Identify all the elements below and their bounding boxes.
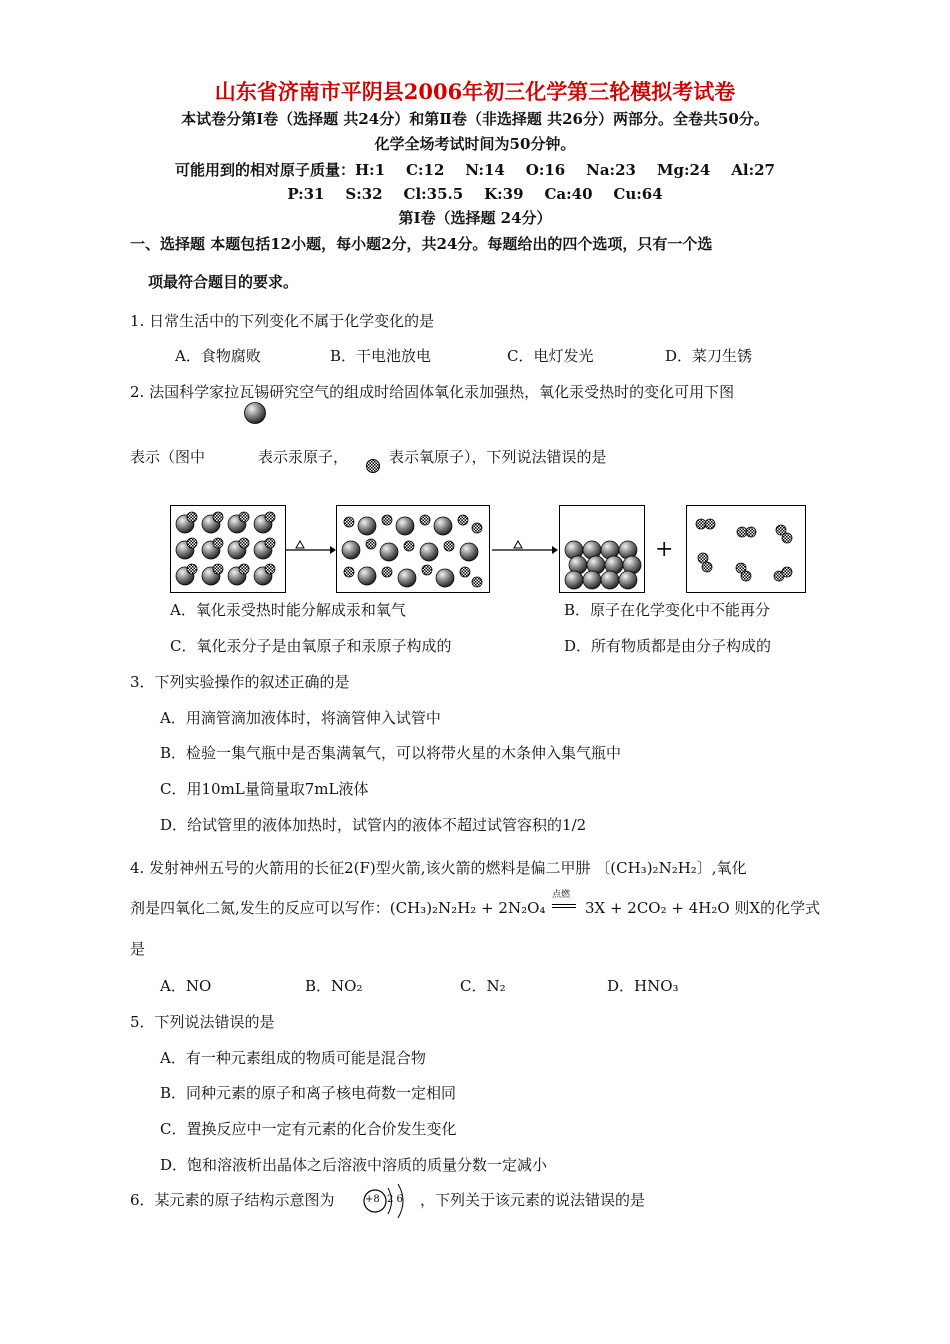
electron-shells: 2 6 — [387, 1194, 403, 1205]
reaction-condition — [550, 890, 580, 918]
mercury-oxide-box — [170, 505, 286, 593]
page-title: 山东省济南市平阴县2006年初三化学第三轮模拟考试卷 — [214, 79, 736, 104]
q5-option-c: C．置换反应中一定有元素的化合价发生变化 — [160, 1120, 457, 1138]
oxygen-molecules-box — [686, 505, 806, 593]
q1-stem: 1. 日常生活中的下列变化不属于化学变化的是 — [130, 312, 435, 330]
q3-option-a: A．用滴管滴加液体时，将滴管伸入试管中 — [160, 709, 441, 727]
plus-sign: + — [655, 537, 674, 562]
heat-arrow-1 — [284, 538, 336, 562]
q5-option-b: B．同种元素的原子和离子核电荷数一定相同 — [160, 1084, 457, 1102]
q4-stem-line-2 — [130, 890, 821, 918]
q2-option-a: A．氧化汞受热时能分解成汞和氧气 — [170, 601, 406, 619]
atomic-structure-diagram — [362, 1180, 420, 1222]
intro-line-1: 本试卷分第Ⅰ卷（选择题 共24分）和第Ⅱ卷（非选择题 共26分）两部分。全卷共50分。 — [181, 110, 769, 128]
atomic-masses-values-1: H:1 C:12 N:14 O:16 Na:23 Mg:24 Al:27 — [355, 161, 775, 179]
q1-option-a: A．食物腐败 — [175, 347, 261, 365]
mercury-metal-box — [559, 505, 645, 593]
separated-atoms-box — [336, 505, 490, 593]
q2-legend-prefix: 表示（图中 — [130, 448, 206, 466]
intro-line-2: 化学全场考试时间为50分钟。 — [374, 135, 576, 153]
q5-stem: 5．下列说法错误的是 — [130, 1013, 275, 1031]
q2-option-b: B．原子在化学变化中不能再分 — [564, 601, 771, 619]
q6-stem: 6．某元素的原子结构示意图为 — [130, 1191, 335, 1209]
q4-option-b: B．NO₂ — [305, 977, 363, 995]
q2-legend-oxygen: 表示氧原子），下列说法错误的是 — [389, 448, 607, 466]
q4-equation-left: 剂是四氧化二氮,发生的反应可以写作：(CH₃)₂N₂H₂ + 2N₂O₄ — [130, 899, 546, 917]
q4-stem: 4. 发射神州五号的火箭用的长征2(F)型火箭,该火箭的燃料是偏二甲肼 〔(CH₃)₂N₂H₂〕,氧化 — [130, 859, 747, 877]
part1-heading: 第Ⅰ卷（选择题 24分） — [398, 209, 552, 227]
heat-arrow-2 — [490, 538, 558, 562]
q4-stem-line-3: 是 — [130, 940, 146, 958]
reaction-equals-line-top — [552, 904, 576, 905]
oxygen-atom-icon — [365, 458, 381, 474]
q1-option-d: D．菜刀生锈 — [665, 347, 753, 365]
q2-option-c: C．氧化汞分子是由氧原子和汞原子构成的 — [170, 637, 452, 655]
nucleus-charge: +8 — [365, 1194, 380, 1205]
q1-option-b: B．干电池放电 — [330, 347, 432, 365]
atomic-masses-row-1 — [0, 160, 950, 180]
q5-option-a: A．有一种元素组成的物质可能是混合物 — [160, 1049, 426, 1067]
q2-stem: 2. 法国科学家拉瓦锡研究空气的组成时给固体氧化汞加强热，氧化汞受热时的变化可用下图 — [130, 383, 735, 401]
q2-option-d: D．所有物质都是由分子构成的 — [564, 637, 772, 655]
atomic-masses-row-2: P:31 S:32 Cl:35.5 K:39 Ca:40 Cu:64 — [287, 185, 663, 203]
q4-option-d: D．HNO₃ — [607, 977, 679, 995]
atomic-masses-label: 可能用到的相对原子质量： — [174, 161, 355, 179]
q4-equation-right: 3X + 2CO₂ + 4H₂O 则X的化学式 — [584, 899, 821, 917]
section1-line-2: 项最符合题目的要求。 — [148, 273, 299, 291]
reaction-condition-label: 点燃 — [552, 890, 571, 900]
q5-option-d: D．饱和溶液析出晶体之后溶液中溶质的质量分数一定减小 — [160, 1156, 548, 1174]
q1-option-c: C．电灯发光 — [507, 347, 594, 365]
q6-stem-end: ，下列关于该元素的说法错误的是 — [420, 1191, 646, 1209]
mercury-atom-icon — [243, 401, 267, 425]
q3-option-c: C．用10mL量筒量取7mL液体 — [160, 780, 369, 798]
section1-line-1: 一、选择题 本题包括12小题，每小题2分，共24分。每题给出的四个选项，只有一个选 — [130, 235, 713, 253]
reaction-equals-line-bottom — [552, 907, 576, 908]
q4-option-c: C．N₂ — [460, 977, 506, 995]
q3-stem: 3．下列实验操作的叙述正确的是 — [130, 673, 350, 691]
q2-legend-mercury: 表示汞原子， — [258, 448, 349, 466]
q3-option-d: D．给试管里的液体加热时，试管内的液体不超过试管容积的1/2 — [160, 816, 587, 834]
q4-option-a: A．NO — [160, 977, 212, 995]
q3-option-b: B．检验一集气瓶中是否集满氧气，可以将带火星的木条伸入集气瓶中 — [160, 744, 622, 762]
